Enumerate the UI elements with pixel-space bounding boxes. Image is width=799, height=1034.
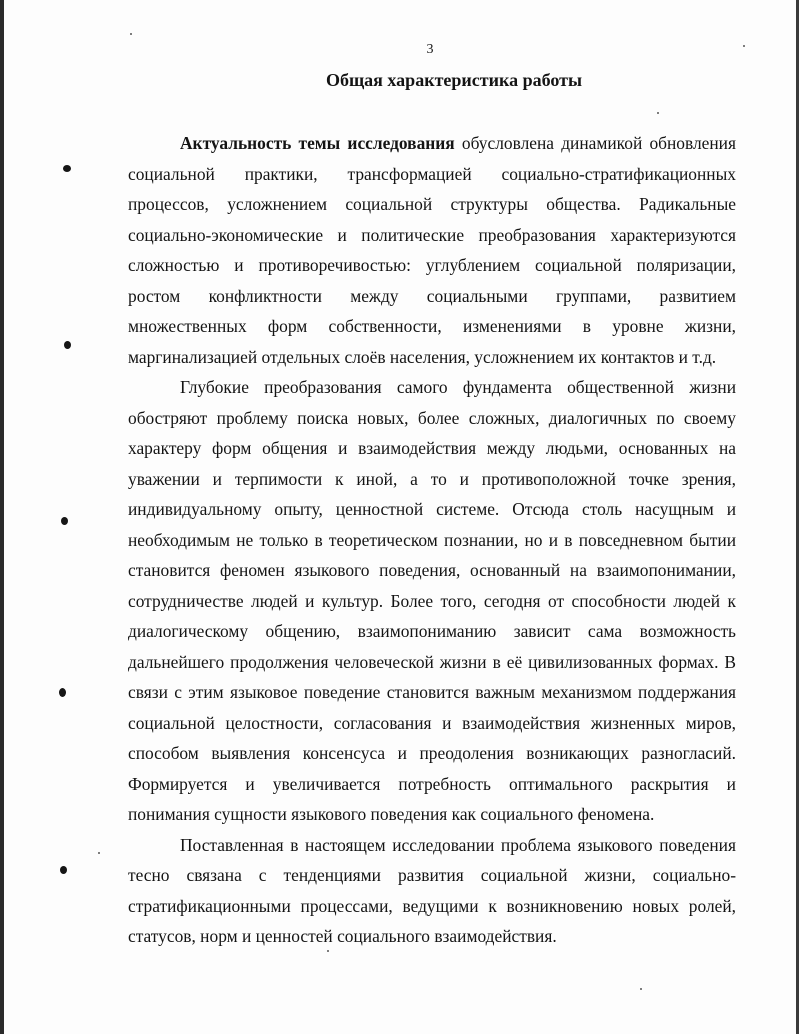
paragraph-text: Поставленная в настоящем исследовании проблема языкового поведения тесно связана с тенденциями развития социальной жизни, социально-стратификационными процессами, ведущими к возникновению новых ролей, статусов, норм и ценностей социального взаимодействия. (128, 834, 736, 946)
punch-hole-mark (60, 866, 67, 874)
scan-speck (98, 852, 100, 854)
punch-hole-mark (63, 165, 71, 172)
punch-hole-mark (61, 517, 68, 525)
paragraph-text: обусловлена динамикой обновления социальной практики, трансформацией социально-стратификационных процессов, усложнением социальной структуры общества. Радикальные социально-экономические и политические преобразования характеризуются сложностью и противоречивостью: углублением социальной поляризации, ростом конфликтности между социальными группами, развитием множественных форм собственности, изменениями в уровне жизни, маргинализацией отдельных слоёв населения, усложнением их контактов и т.д. (128, 133, 736, 367)
page-number: 3 (426, 42, 434, 57)
paragraph (128, 128, 736, 372)
section-title: Общая характеристика работы (325, 70, 583, 90)
scan-speck (130, 33, 132, 35)
scan-speck (657, 112, 659, 114)
paragraph-text: Глубокие преобразования самого фундамента общественной жизни обостряют проблему поиска новых, более сложных, диалогичных по своему характеру форм общения и взаимодействия между людьми, основанных на уважении и терпимости к иной, а то и противоположной точке зрения, индивидуальному опыту, ценностной системе. Отсюда столь насущным и необходимым не только в теоретическом познании, но и в повседневном бытии становится феномен языкового поведения, основанный на взаимопонимании, сотрудничестве людей и культур. Более того, сегодня от способности людей к диалогическому общению, взаимопониманию зависит сама возможность дальнейшего продолжения человеческой жизни в её цивилизованных формах. В связи с этим языковое поведение становится важным механизмом поддержания социальной целостности, согласования и взаимодействия жизненных миров, способом выявления консенсуса и преодоления возникающих разногласий. Формируется и увеличивается потребность оптимального раскрытия и понимания сущности языкового поведения как социального феномена. (128, 377, 736, 824)
punch-hole-mark (64, 341, 71, 349)
paragraph (128, 830, 736, 952)
scan-speck (640, 988, 642, 990)
paragraph-lead: Актуальность темы исследования (180, 133, 455, 153)
scan-edge-left (0, 0, 4, 1034)
paragraph (128, 372, 736, 830)
body-text (128, 128, 736, 952)
punch-hole-mark (59, 688, 66, 697)
